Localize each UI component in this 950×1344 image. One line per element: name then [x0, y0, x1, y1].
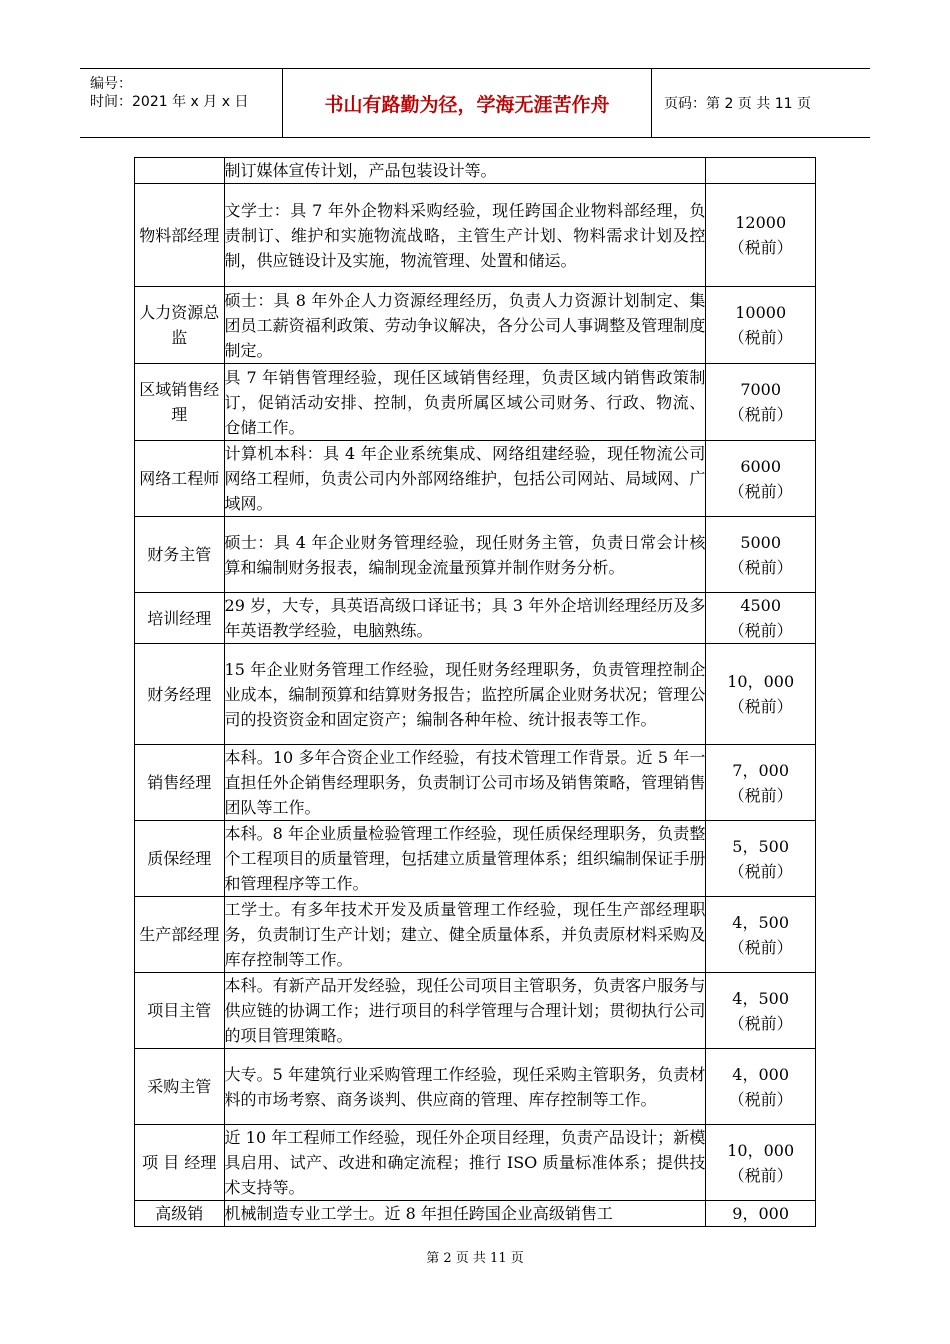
salary-amount: 5，500: [732, 836, 790, 856]
description-cell: 15 年企业财务管理工作经验，现任财务经理职务，负责管理控制企业成本，编制预算和结算财务报告；监控所属企业财务状况；管理公司的投资资金和固定资产；编制各种年检、统计报表等工作。: [224, 644, 706, 745]
salary-note: （税前）: [728, 481, 793, 501]
description-cell: 制订媒体宣传计划，产品包装设计等。: [224, 158, 706, 184]
description-cell: 本科。10 多年合资企业工作经验，有技术管理工作背景。近 5 年一直担任外企销售经理职务，负责制订公司市场及销售策略，管理销售团队等工作。: [224, 745, 706, 821]
position-cell: 项目主管: [135, 973, 225, 1049]
salary-amount: 12000: [735, 213, 787, 232]
description-cell: 大专。5 年建筑行业采购管理工作经验，现任采购主管职务，负责材料的市场考察、商务谈判、供应商的管理、库存控制等工作。: [224, 1049, 706, 1125]
salary-note: （税前）: [728, 621, 793, 640]
table-row: [135, 1125, 816, 1201]
position-cell: 销售经理: [135, 745, 225, 821]
salary-cell: [706, 821, 816, 897]
salary-amount: 10，000: [727, 1140, 795, 1160]
salary-note: （税前）: [728, 785, 793, 805]
description-cell: 本科。8 年企业质量检验管理工作经验，现任质保经理职务，负责整个工程项目的质量管理，包括建立质量管理体系；组织编制保证手册和管理程序等工作。: [224, 821, 706, 897]
position-cell: 采购主管: [135, 1049, 225, 1125]
position-cell: 网络工程师: [135, 441, 225, 517]
salary-cell: [706, 1201, 816, 1227]
salary-cell: [706, 1125, 816, 1201]
table-row: [135, 364, 816, 441]
header-info: [80, 69, 283, 137]
table-row: [135, 1049, 816, 1125]
position-cell: 培训经理: [135, 593, 225, 644]
salary-amount: 7，000: [732, 760, 790, 780]
salary-cell: [706, 517, 816, 593]
salary-amount: 4，500: [732, 912, 790, 932]
position-cell: 生产部经理: [135, 897, 225, 973]
description-cell: 本科。有新产品开发经验，现任公司项目主管职务，负责客户服务与供应链的协调工作；进行项目的科学管理与合理计划；贯彻执行公司的项目管理策略。: [224, 973, 706, 1049]
position-cell: [135, 158, 225, 184]
salary-note: （税前）: [728, 937, 793, 957]
table-row: [135, 517, 816, 593]
salary-cell: [706, 287, 816, 364]
table-row: [135, 973, 816, 1049]
description-cell: 硕士：具 8 年外企人力资源经理经历，负责人力资源计划制定、集团员工薪资福利政策、劳动争议解决，各分公司人事调整及管理制度制定。: [224, 287, 706, 364]
table-row: [135, 184, 816, 287]
salary-amount: 4，000: [732, 1064, 790, 1084]
table-row: [135, 441, 816, 517]
salary-note: （税前）: [728, 405, 793, 424]
table-row: [135, 644, 816, 745]
salary-amount: 10000: [735, 303, 787, 322]
salary-cell: [706, 441, 816, 517]
description-cell: 近 10 年工程师工作经验，现任外企项目经理，负责产品设计；新模具启用、试产、改进和确定流程；推行 ISO 质量标准体系；提供技术支持等。: [224, 1125, 706, 1201]
salary-note: （税前）: [728, 557, 793, 577]
salary-cell: [706, 897, 816, 973]
description-cell: 机械制造专业工学士。近 8 年担任跨国企业高级销售工: [224, 1201, 706, 1227]
document-number: 编号：: [90, 76, 132, 92]
position-cell: 区域销售经理: [135, 364, 225, 441]
salary-note: （税前）: [728, 861, 793, 881]
position-cell: 项 目 经理: [135, 1125, 225, 1201]
position-cell: 财务经理: [135, 644, 225, 745]
page-footer: 第 2 页 共 11 页: [426, 1251, 524, 1266]
salary-cell: [706, 745, 816, 821]
salary-amount: 10，000: [727, 672, 795, 691]
salary-amount: 7000: [740, 380, 782, 399]
position-cell: 人力资源总监: [135, 287, 225, 364]
salary-cell: [706, 644, 816, 745]
salary-cell: [706, 973, 816, 1049]
salary-note: （税前）: [728, 1013, 793, 1033]
table-row: [135, 287, 816, 364]
header-page-info: 页码：第 2 页 共 11 页: [664, 96, 811, 112]
salary-cell: [706, 1049, 816, 1125]
header-slogan: 书山有路勤为径，学海无涯苦作舟: [283, 69, 652, 137]
salary-note: （税前）: [728, 328, 793, 347]
salary-cell: [706, 158, 816, 184]
salary-table-body: [135, 158, 816, 1227]
salary-amount: 9，000: [732, 1204, 790, 1223]
salary-cell: [706, 593, 816, 644]
table-row: [135, 821, 816, 897]
description-cell: 29 岁，大专，具英语高级口译证书；具 3 年外企培训经理经历及多年英语教学经验，电脑熟练。: [224, 593, 706, 644]
table-row: [135, 1201, 816, 1227]
description-cell: 硕士：具 4 年企业财务管理经验，现任财务主管，负责日常会计核算和编制财务报表，编制现金流量预算并制作财务分析。: [224, 517, 706, 593]
table-row: [135, 593, 816, 644]
table-row: [135, 897, 816, 973]
description-cell: 工学士。有多年技术开发及质量管理工作经验，现任生产部经理职务，负责制订生产计划；建立、健全质量体系，并负责原材料采购及库存控制等工作。: [224, 897, 706, 973]
salary-note: （税前）: [728, 238, 793, 257]
salary-amount: 6000: [740, 456, 782, 476]
salary-amount: 5000: [740, 532, 782, 552]
salary-table: [134, 157, 816, 1227]
table-row: [135, 158, 816, 184]
position-cell: 财务主管: [135, 517, 225, 593]
salary-note: （税前）: [728, 1089, 793, 1109]
page-header: [80, 68, 870, 138]
position-cell: 质保经理: [135, 821, 225, 897]
position-cell: 物料部经理: [135, 184, 225, 287]
salary-cell: [706, 364, 816, 441]
salary-note: （税前）: [728, 1165, 793, 1185]
salary-amount: 4500: [740, 596, 782, 615]
description-cell: 文学士：具 7 年外企物料采购经验，现任跨国企业物料部经理，负责制订、维护和实施物流战略，主管生产计划、物料需求计划及控制，供应链设计及实施，物流管理、处置和储运。: [224, 184, 706, 287]
document-date: 时间：2021 年 x 月 x 日: [90, 94, 249, 110]
description-cell: 具 7 年销售管理经验，现任区域销售经理，负责区域内销售政策制订，促销活动安排、控制，负责所属区域公司财务、行政、物流、 仓储工作。: [224, 364, 706, 441]
position-cell: 高级销: [135, 1201, 225, 1227]
salary-note: （税前）: [728, 697, 793, 716]
salary-cell: [706, 184, 816, 287]
table-row: [135, 745, 816, 821]
description-cell: 计算机本科：具 4 年企业系统集成、网络组建经验，现任物流公司网络工程师，负责公司内外部网络维护，包括公司网站、局域网、广域网。: [224, 441, 706, 517]
salary-amount: 4，500: [732, 988, 790, 1008]
